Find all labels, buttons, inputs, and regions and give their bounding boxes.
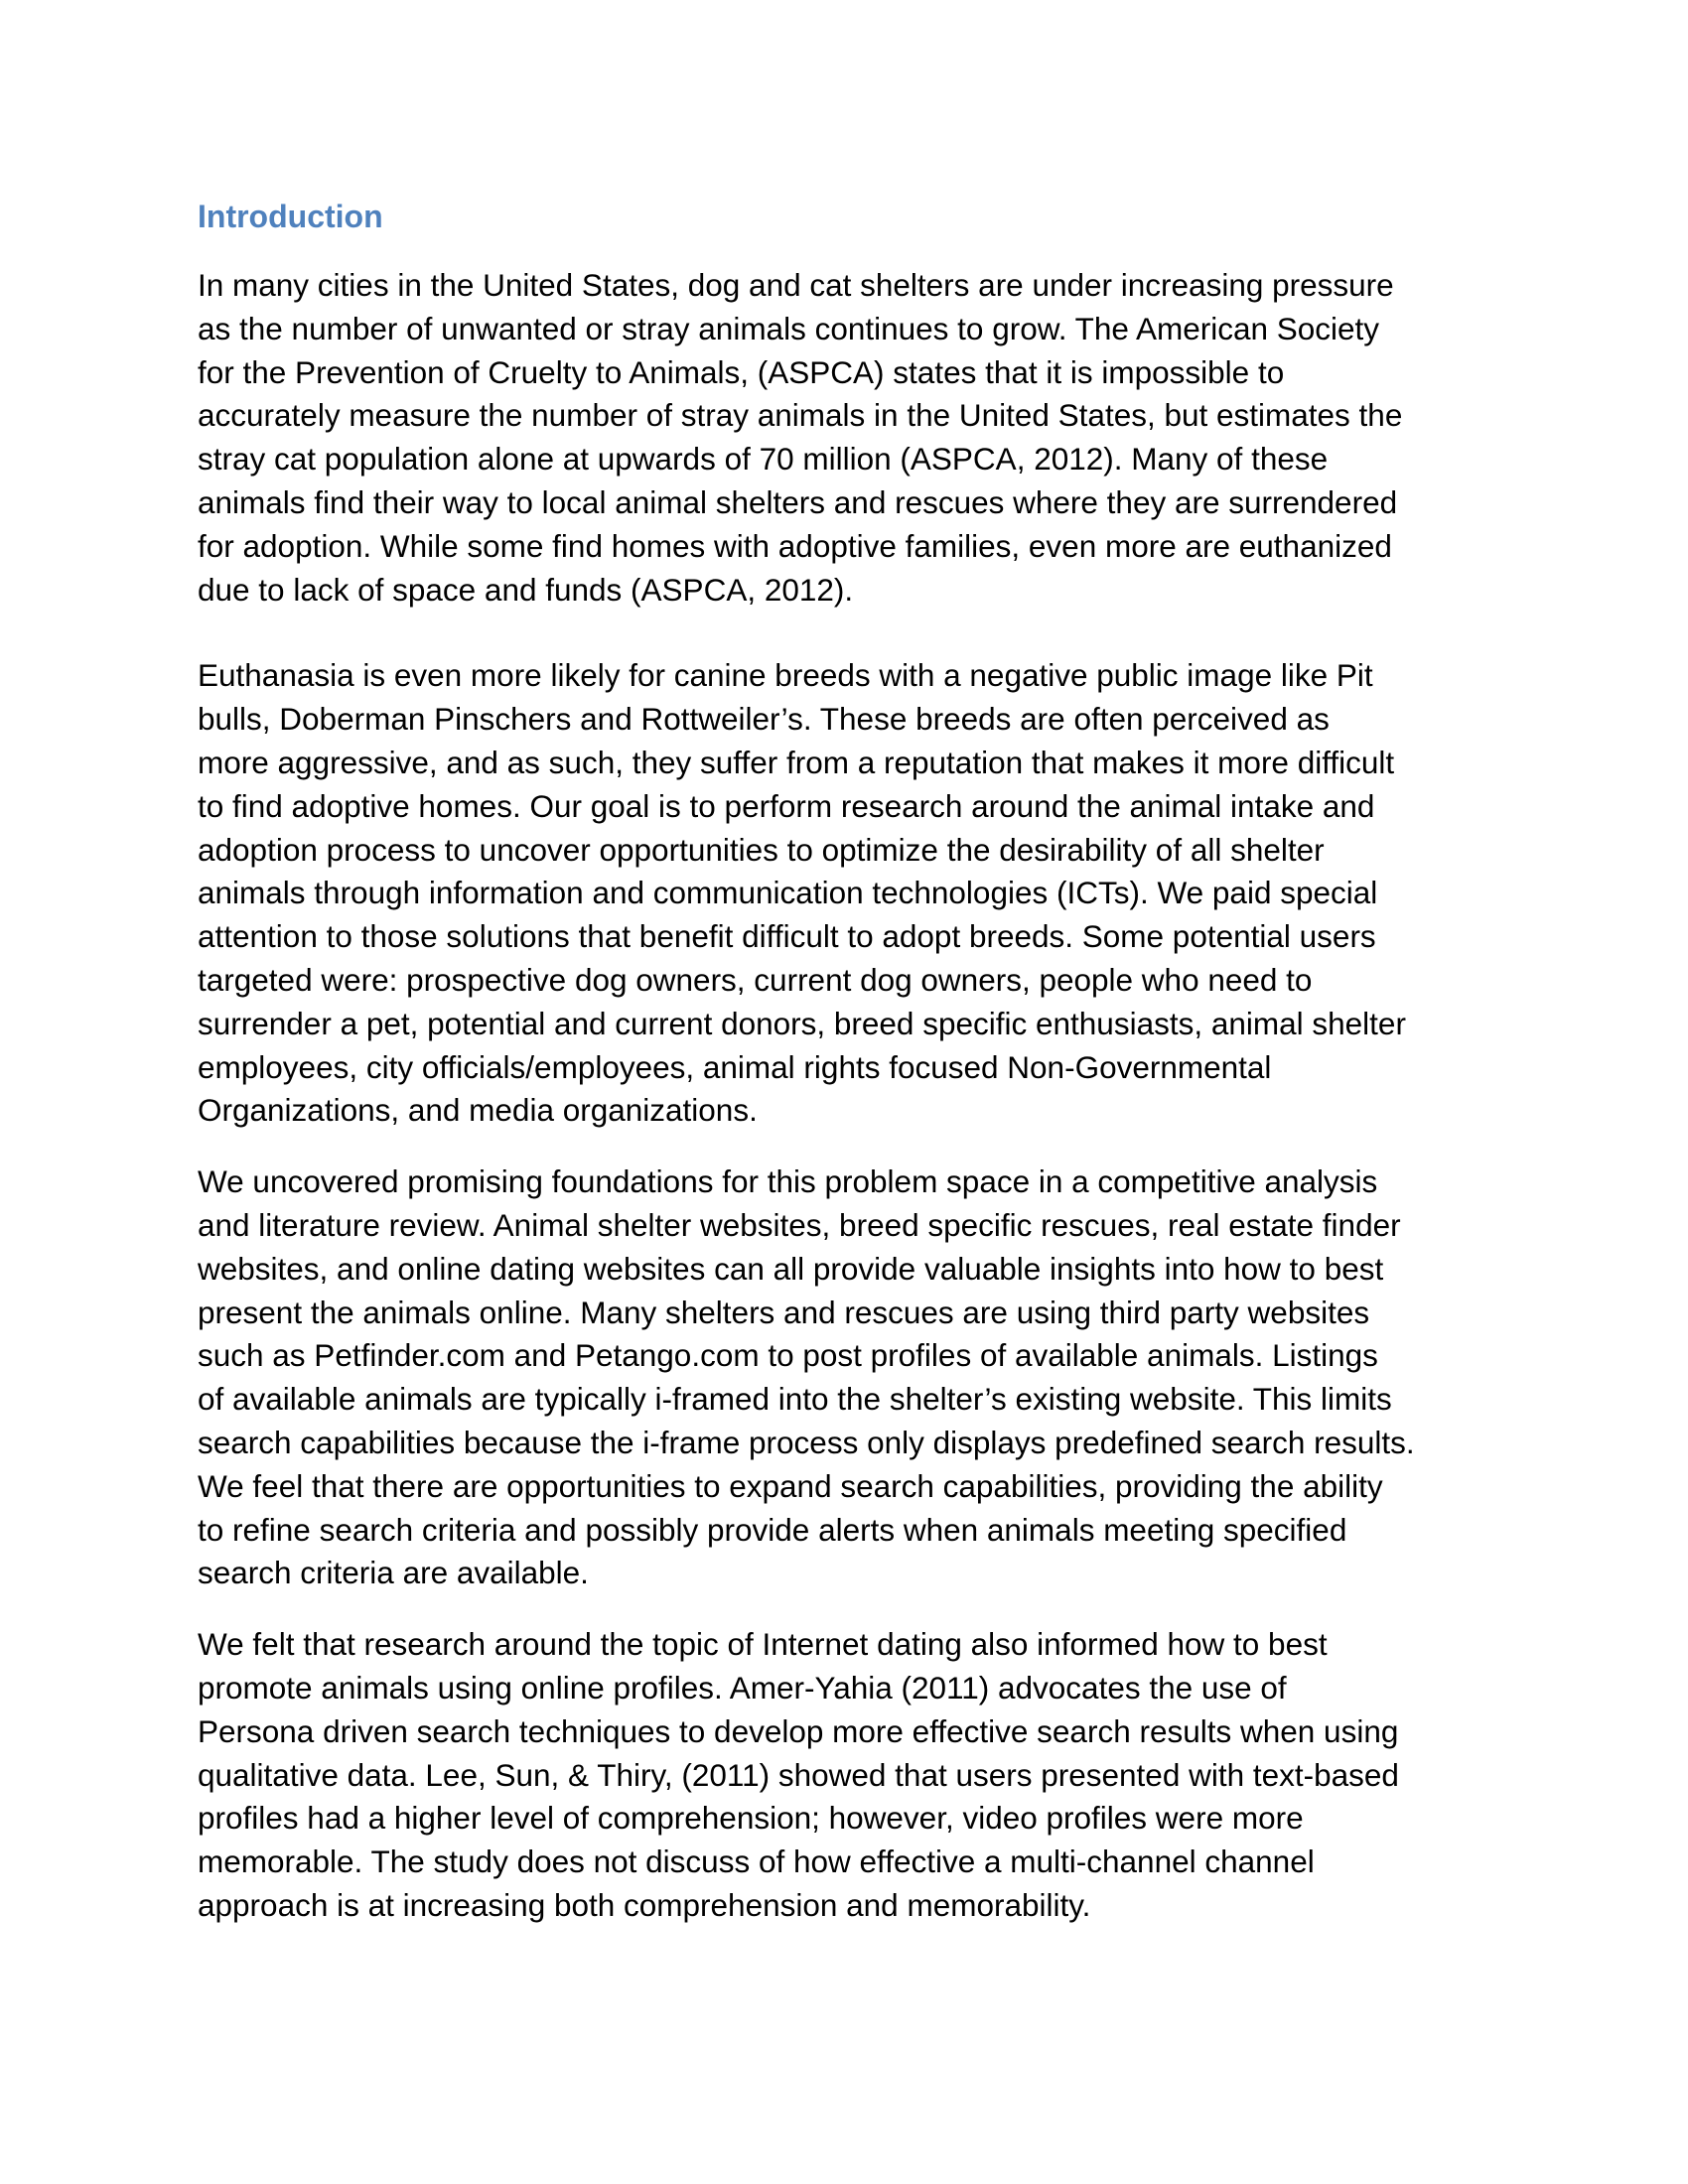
paragraph-4	[198, 1623, 1488, 1928]
text-line: Organizations, and media organizations.	[198, 1092, 758, 1129]
text-line: to find adoptive homes. Our goal is to perform research around the animal intake and	[198, 787, 1375, 824]
text-line: We felt that research around the topic of Internet dating also informed how to best	[198, 1626, 1328, 1663]
text-line: memorable. The study does not discuss of how effective a multi-channel channel	[198, 1843, 1315, 1880]
text-line: Euthanasia is even more likely for canine breeds with a negative public image like Pit	[198, 657, 1373, 694]
text-line: for the Prevention of Cruelty to Animals, (ASPCA) states that it is impossible to	[198, 353, 1285, 390]
text-line: more aggressive, and as such, they suffer from a reputation that makes it more difficult	[198, 744, 1395, 780]
text-line: qualitative data. Lee, Sun, & Thiry, (2011) showed that users presented with text-based	[198, 1756, 1399, 1793]
text-line: as the number of unwanted or stray animals continues to grow. The American Society	[198, 310, 1380, 346]
text-line: animals through information and communication technologies (ICTs). We paid special	[198, 875, 1378, 911]
text-line: approach is at increasing both comprehension and memorability.	[198, 1886, 1091, 1923]
text-line: Persona driven search techniques to develop more effective search results when using	[198, 1712, 1399, 1749]
text-line: animals find their way to local animal shelters and rescues where they are surrendered	[198, 483, 1398, 520]
paragraph-spacer	[198, 1133, 1488, 1160]
text-line: accurately measure the number of stray animals in the United States, but estimates the	[198, 397, 1403, 434]
paragraph-spacer	[198, 1595, 1488, 1623]
text-line: employees, city officials/employees, animal rights focused Non-Governmental	[198, 1048, 1272, 1085]
text-line: present the animals online. Many shelters and rescues are using third party websites	[198, 1294, 1370, 1330]
text-line: adoption process to uncover opportunities to optimize the desirability of all shelter	[198, 831, 1325, 868]
text-line: promote animals using online profiles. Amer-Yahia (2011) advocates the use of	[198, 1669, 1287, 1706]
text-line: search capabilities because the i-frame process only displays predefined search results.	[198, 1424, 1415, 1460]
text-line: We feel that there are opportunities to expand search capabilities, providing the ability	[198, 1467, 1383, 1504]
paragraph-3	[198, 1160, 1488, 1595]
text-line: targeted were: prospective dog owners, current dog owners, people who need to	[198, 961, 1313, 998]
text-line: profiles had a higher level of comprehension; however, video profiles were more	[198, 1800, 1304, 1837]
text-line: bulls, Doberman Pinschers and Rottweiler’s. These breeds are often perceived as	[198, 701, 1330, 738]
text-line: attention to those solutions that benefit difficult to adopt breeds. Some potential users	[198, 918, 1376, 955]
text-line: for adoption. While some find homes with adoptive families, even more are euthanized	[198, 527, 1392, 564]
text-line: such as Petfinder.com and Petango.com to post profiles of available animals. Listings	[198, 1337, 1378, 1374]
section-heading: Introduction	[198, 199, 383, 234]
text-line: surrender a pet, potential and current donors, breed specific enthusiasts, animal shelter	[198, 1005, 1406, 1041]
text-line: websites, and online dating websites can all provide valuable insights into how to best	[198, 1250, 1384, 1287]
text-line: due to lack of space and funds (ASPCA, 2012).	[198, 571, 854, 608]
paragraph-1	[198, 264, 1488, 612]
text-line: to refine search criteria and possibly provide alerts when animals meeting specified	[198, 1511, 1347, 1548]
paragraph-spacer	[198, 612, 1488, 654]
document-body	[198, 197, 1488, 1928]
paragraph-2	[198, 654, 1488, 1133]
text-line: In many cities in the United States, dog and cat shelters are under increasing pressure	[198, 267, 1394, 303]
text-line: and literature review. Animal shelter websites, breed specific rescues, real estate finder	[198, 1206, 1401, 1243]
text-line: We uncovered promising foundations for this problem space in a competitive analysis	[198, 1163, 1378, 1200]
text-line: search criteria are available.	[198, 1555, 589, 1591]
text-line: stray cat population alone at upwards of 70 million (ASPCA, 2012). Many of these	[198, 441, 1329, 478]
text-line: of available animals are typically i-framed into the shelter’s existing website. This limits	[198, 1381, 1392, 1418]
